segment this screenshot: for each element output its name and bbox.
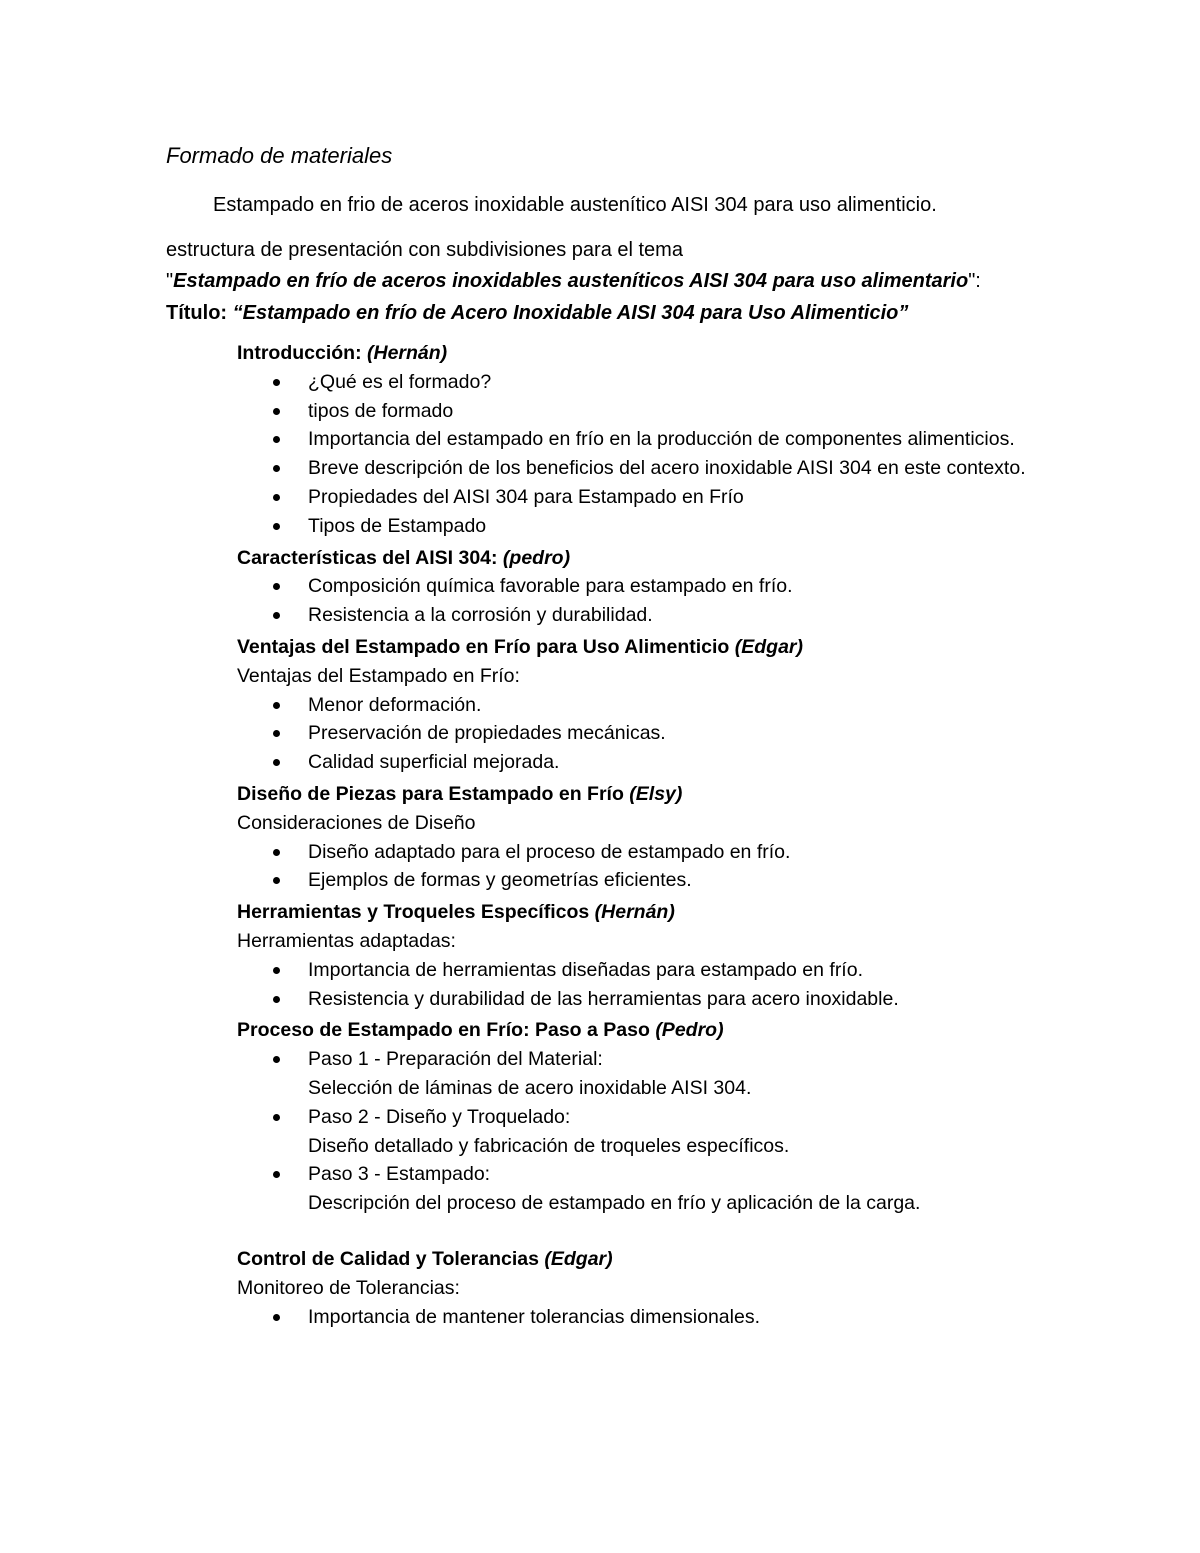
section-subheading: Consideraciones de Diseño [237,811,476,834]
section-heading-ventajas [237,633,1037,662]
section-list-herramientas [237,956,1037,1014]
list-item: Composición química favorable para estampado en frío. [308,572,1037,601]
step-detail: Diseño detallado y fabricación de troqueles específicos. [308,1134,790,1157]
section-author: (Elsy) [629,782,683,805]
section-heading-introduccion [237,339,1037,368]
section-heading-text: Control de Calidad y Tolerancias [237,1247,545,1270]
section-heading-proceso [237,1016,1037,1045]
document-subtitle: Estampado en frio de aceros inoxidable austenítico AISI 304 para uso alimenticio. [213,194,937,216]
title-label: Título: [166,302,233,324]
section-list-caracteristicas [237,572,1037,630]
list-item: tipos de formado [308,397,1037,426]
step-item [308,1103,1037,1161]
list-item: Diseño adaptado para el proceso de estampado en frío. [308,838,1037,867]
section-subheading: Herramientas adaptadas: [237,929,456,952]
list-item: Propiedades del AISI 304 para Estampado en Frío [308,483,1037,512]
section-subheading: Monitoreo de Tolerancias: [237,1276,460,1299]
section-author: (Hernán) [594,901,675,924]
list-item: Tipos de Estampado [308,512,1037,541]
title-text: “Estampado en frío de Acero Inoxidable AISI 304 para Uso Alimenticio” [232,302,909,324]
list-item: Menor deformación. [308,691,1037,720]
step-detail: Selección de láminas de acero inoxidable AISI 304. [308,1076,752,1099]
section-list-control [237,1303,1037,1332]
list-item: Resistencia a la corrosión y durabilidad. [308,601,1037,630]
section-heading-herramientas [237,898,1037,927]
section-heading-diseno [237,780,1037,809]
section-heading-text: Características del AISI 304: [237,546,503,569]
list-item: Importancia de herramientas diseñadas para estampado en frío. [308,956,1037,985]
topic-open-quote: " [166,270,174,292]
section-list-proceso [237,1045,1037,1218]
step-title: Paso 2 - Diseño y Troquelado: [308,1105,571,1128]
step-title: Paso 3 - Estampado: [308,1163,491,1186]
intro-text: estructura de presentación con subdivisiones para el tema [166,239,683,261]
section-heading-text: Ventajas del Estampado en Frío para Uso Alimenticio [237,635,735,658]
document-title: Formado de materiales [166,143,393,168]
step-item [308,1160,1037,1218]
section-author: (Hernán) [367,342,448,364]
section-heading-text: Herramientas y Troqueles Específicos [237,901,595,924]
section-list-diseno [237,838,1037,896]
section-heading-text: Proceso de Estampado en Frío: Paso a Paso [237,1019,656,1042]
section-subheading: Ventajas del Estampado en Frío: [237,664,520,687]
list-item: Breve descripción de los beneficios del acero inoxidable AISI 304 en este contexto. [308,454,1037,483]
title-line [166,302,908,325]
section-heading-caracteristicas [237,544,1037,573]
intro-line [166,239,683,262]
list-item: Importancia del estampado en frío en la producción de componentes alimenticios. [308,425,1037,454]
section-heading-text: Diseño de Piezas para Estampado en Frío [237,782,630,805]
section-heading-text: Introducción: [237,342,367,364]
list-item: ¿Qué es el formado? [308,368,1037,397]
section-list-introduccion [237,368,1037,541]
section-list-ventajas [237,691,1037,777]
topic-close: ": [968,270,981,292]
list-item: Importancia de mantener tolerancias dimensionales. [308,1303,1037,1332]
presentation-outline [237,336,1037,1331]
section-author: (Edgar) [734,635,803,658]
step-detail: Descripción del proceso de estampado en frío y aplicación de la carga. [308,1192,921,1215]
section-author: (Edgar) [544,1247,613,1270]
list-item: Calidad superficial mejorada. [308,748,1037,777]
step-title: Paso 1 - Preparación del Material: [308,1048,603,1071]
blank-line [237,1218,1037,1242]
section-heading-control [237,1245,1037,1274]
section-author: (pedro) [502,546,571,569]
topic-line [166,270,981,293]
list-item: Ejemplos de formas y geometrías eficientes. [308,866,1037,895]
list-item: Resistencia y durabilidad de las herramientas para acero inoxidable. [308,985,1037,1014]
step-item [308,1045,1037,1103]
section-author: (Pedro) [655,1019,724,1042]
topic-text: Estampado en frío de aceros inoxidables austeníticos AISI 304 para uso alimentario [173,270,969,292]
list-item: Preservación de propiedades mecánicas. [308,719,1037,748]
